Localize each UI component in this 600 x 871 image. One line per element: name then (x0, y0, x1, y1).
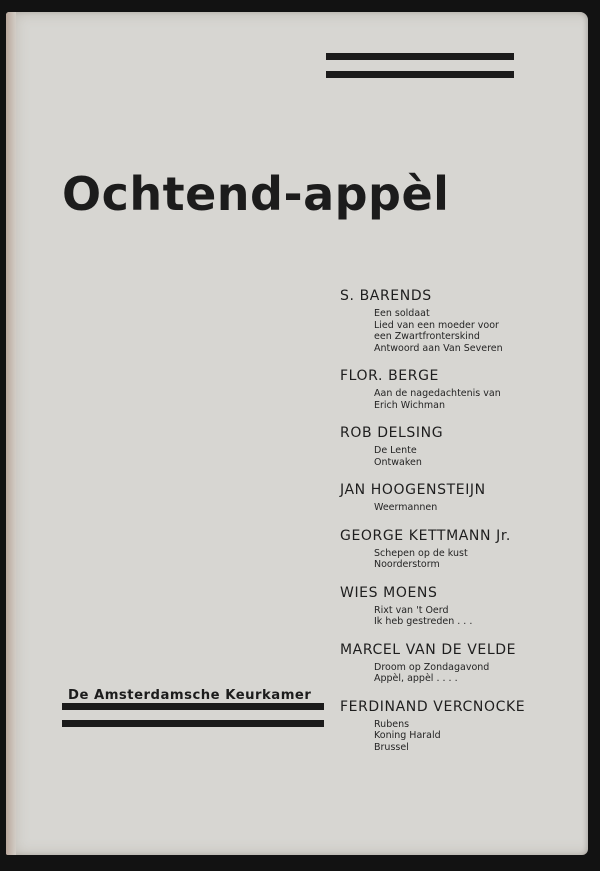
top-decorative-bar-2 (326, 71, 514, 78)
book-page (6, 12, 588, 855)
author-name: WIES MOENS (340, 584, 438, 601)
author-name: FERDINAND VERCNOCKE (340, 698, 526, 715)
page-spine-shadow (6, 12, 16, 855)
bottom-decorative-bar-2 (62, 720, 324, 727)
works-list (374, 445, 590, 468)
work-title: Noorderstorm (374, 559, 440, 570)
work-title: Een soldaat (374, 308, 430, 319)
toc-entry (340, 481, 590, 514)
toc-entry (340, 367, 590, 411)
work-title: Koning Harald (374, 730, 441, 741)
author-name: FLOR. BERGE (340, 368, 439, 384)
table-of-contents (340, 287, 590, 766)
bottom-decorative-bar-1 (62, 703, 324, 710)
toc-entry (340, 424, 590, 468)
work-title: Droom op Zondagavond (374, 661, 490, 673)
work-title: Lied van een moeder voor (374, 319, 499, 331)
works-list (374, 548, 590, 571)
work-title: een Zwartfronterskind (374, 331, 480, 342)
work-title: Rixt van 't Oerd (374, 604, 449, 616)
works-list (374, 719, 590, 754)
author-name: JAN HOOGENSTEIJN (340, 482, 486, 498)
works-list (374, 502, 590, 514)
author-name: GEORGE KETTMANN Jr. (340, 527, 511, 544)
work-title: Antwoord aan Van Severen (374, 342, 503, 354)
works-list (374, 388, 590, 411)
author-name: ROB DELSING (340, 425, 444, 441)
works-list (374, 308, 590, 354)
work-title: Ontwaken (374, 456, 422, 468)
work-title: Brussel (374, 741, 409, 753)
work-title: Ik heb gestreden . . . (374, 616, 473, 627)
top-decorative-bar-1 (326, 53, 514, 60)
toc-entry (340, 641, 590, 685)
toc-entry (340, 698, 590, 754)
works-list (374, 662, 590, 685)
toc-entry (340, 527, 590, 571)
page-title: Ochtend-appèl (62, 167, 450, 221)
work-title: Rubens (374, 718, 410, 730)
publisher-name: De Amsterdamsche Keurkamer (68, 688, 312, 703)
toc-entry (340, 287, 590, 354)
work-title: Aan de nagedachtenis van (374, 388, 501, 399)
work-title: De Lente (374, 445, 417, 456)
author-name: MARCEL VAN DE VELDE (340, 641, 517, 658)
works-list (374, 605, 590, 628)
work-title: Schepen op de kust (374, 547, 468, 559)
toc-entry (340, 584, 590, 628)
author-name: S. BARENDS (340, 288, 432, 304)
work-title: Appèl, appèl . . . . (374, 673, 458, 684)
work-title: Weermannen (374, 502, 438, 513)
work-title: Erich Wichman (374, 399, 445, 411)
